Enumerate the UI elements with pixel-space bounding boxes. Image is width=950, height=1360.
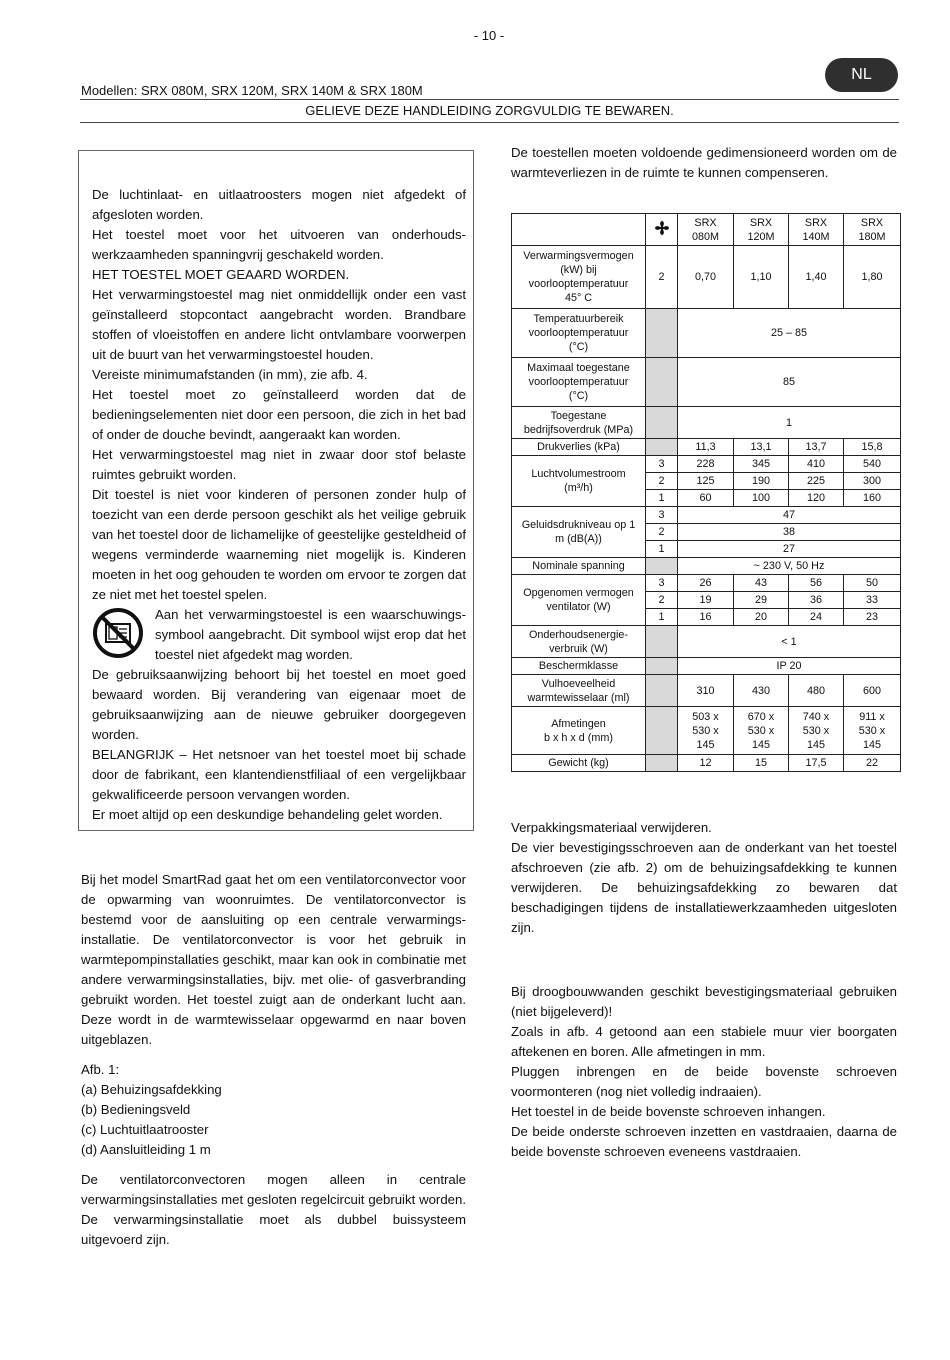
table-cell: 1,80 <box>844 246 901 309</box>
table-cell: 160 <box>844 490 901 507</box>
row-label: Afmetingen b x h x d (mm) <box>512 707 646 755</box>
table-row <box>512 755 901 772</box>
safety-paragraph: Er moet altijd op een deskundige behandeling gelet worden. <box>92 807 443 822</box>
table-cell: 23 <box>844 609 901 626</box>
speed-cell: 2 <box>646 524 678 541</box>
row-label: Toegestane bedrijfsoverdruk (MPa) <box>512 407 646 439</box>
table-cell: 50 <box>844 575 901 592</box>
table-cell: 100 <box>734 490 789 507</box>
table-row <box>512 407 901 439</box>
models-heading: Modellen: SRX 080M, SRX 120M, SRX 140M & SRX 180M <box>81 83 423 98</box>
mounting-section <box>511 982 897 1162</box>
warning-symbol-row <box>92 605 466 665</box>
model-header: SRX 080M <box>678 214 734 246</box>
figure-item: (c) Luchtuitlaatrooster <box>81 1122 209 1137</box>
table-cell: 540 <box>844 456 901 473</box>
table-cell: 600 <box>844 675 901 707</box>
speed-cell-empty <box>646 675 678 707</box>
row-label: Maximaal toegestane voorlooptemperatuur (°C) <box>512 358 646 407</box>
speed-cell-empty <box>646 309 678 358</box>
unpacking-line: De vier bevestigingsschroeven aan de onderkant van het toestel afschroeven (zie afb. 2) om de behuizingsafdekking te kunnen verwijderen. De behuizingsafdekking zo bewaren dat beschadigingen tijdens de installatiewerkzaamheden uitgesloten zijn. <box>511 840 897 935</box>
table-cell: 125 <box>678 473 734 490</box>
table-row <box>512 358 901 407</box>
header-divider <box>80 99 899 100</box>
language-badge: NL <box>825 58 898 92</box>
speed-cell: 3 <box>646 575 678 592</box>
table-cell: 13,1 <box>734 439 789 456</box>
speed-cell: 1 <box>646 609 678 626</box>
row-label: Gewicht (kg) <box>512 755 646 772</box>
table-cell: 911 x 530 x 145 <box>844 707 901 755</box>
table-cell: 12 <box>678 755 734 772</box>
table-cell: 36 <box>789 592 844 609</box>
table-row <box>512 558 901 575</box>
dimensioning-intro <box>511 143 897 183</box>
model-header: SRX 120M <box>734 214 789 246</box>
table-cell: 120 <box>789 490 844 507</box>
description-text: Bij het model SmartRad gaat het om een ventilatorconvector voor de opwarming van woonruimtes. De ventilatorconvector is bestemd voor de aansluiting op een centrale verwarmings-installatie. De ventilatorconvector is voor het gebruik in warmtepompinstallaties geschikt, maar kan ook in combinatie met andere verwarmingsinstallaties, bijv. met olie- of gasverbranding gebruikt worden. Het toestel zuigt aan de onderkant lucht aan. Deze wordt in de warmtewisselaar opgewarmd en naar boven uitgeblazen. <box>81 872 466 1047</box>
table-row <box>512 707 901 755</box>
device-description <box>81 870 466 1250</box>
speed-cell-empty <box>646 358 678 407</box>
speed-cell-empty <box>646 755 678 772</box>
table-cell: 15 <box>734 755 789 772</box>
table-cell: 29 <box>734 592 789 609</box>
model-header: SRX 140M <box>789 214 844 246</box>
table-row <box>512 439 901 456</box>
unpacking-section <box>511 818 897 938</box>
table-cell: < 1 <box>678 626 901 658</box>
table-cell: 25 – 85 <box>678 309 901 358</box>
table-cell-empty <box>512 214 646 246</box>
table-cell: 670 x 530 x 145 <box>734 707 789 755</box>
table-cell: 740 x 530 x 145 <box>789 707 844 755</box>
table-cell: 1,40 <box>789 246 844 309</box>
table-cell: 22 <box>844 755 901 772</box>
row-label: Vulhoeveelheid warmtewisselaar (ml) <box>512 675 646 707</box>
mounting-line: Zoals in afb. 4 getoond aan een stabiele muur vier boorgaten aftekenen en boren. Alle afmetingen in mm. <box>511 1024 897 1059</box>
safety-paragraph: Dit toestel is niet voor kinderen of personen zonder hulp of toezicht van een derde persoon geschikt als het veilige gebruik van het toestel door de lichamelijke of geestelijke gesteldheid of wegens verminderde waarneming niet mogelijk is. Kinderen moeten in het oog gehouden te worden om ervoor te zorgen dat ze niet met het toestel spelen. <box>92 487 466 602</box>
row-label: Beschermklasse <box>512 658 646 675</box>
table-row <box>512 575 901 592</box>
safety-paragraph: De gebruiksaanwijzing behoort bij het toestel en moet goed bewaard worden. Bij verandering van eigenaar moet de gebruiksaanwijzing aan de nieuwe gebruiker doorgegeven worden. <box>92 667 466 742</box>
table-row <box>512 675 901 707</box>
table-row <box>512 658 901 675</box>
table-cell: 480 <box>789 675 844 707</box>
speed-cell-empty <box>646 439 678 456</box>
table-cell: 20 <box>734 609 789 626</box>
table-cell: IP 20 <box>678 658 901 675</box>
table-cell: 1 <box>678 407 901 439</box>
mounting-line: De beide onderste schroeven inzetten en vastdraaien, daarna de beide bovenste schroeven eveneens vastdraaien. <box>511 1124 897 1159</box>
table-cell: 11,3 <box>678 439 734 456</box>
table-cell: 16 <box>678 609 734 626</box>
speed-cell-empty <box>646 626 678 658</box>
table-cell: 33 <box>844 592 901 609</box>
table-cell: 190 <box>734 473 789 490</box>
table-cell: 225 <box>789 473 844 490</box>
safety-paragraph: BELANGRIJK – Het netsnoer van het toestel moet bij schade door de fabrikant, een klantendienstfiliaal of een vergelijkbaar gekwalificeerde persoon vervangen worden. <box>92 747 466 802</box>
table-cell: 300 <box>844 473 901 490</box>
speed-cell-empty <box>646 707 678 755</box>
mounting-line: Bij droogbouwwanden geschikt bevestigingsmateriaal gebruiken (niet bijgeleverd)! <box>511 984 897 1019</box>
table-cell: 1,10 <box>734 246 789 309</box>
speed-cell: 1 <box>646 490 678 507</box>
keep-manual-notice: GELIEVE DEZE HANDLEIDING ZORGVULDIG TE BEWAREN. <box>305 103 674 118</box>
row-label: Nominale spanning <box>512 558 646 575</box>
table-cell: 38 <box>678 524 901 541</box>
safety-paragraph: Het toestel moet voor het uitvoeren van onderhouds-werkzaamheden spanningvrij geschakeld worden. <box>92 227 466 262</box>
table-cell: 60 <box>678 490 734 507</box>
table-cell: 13,7 <box>789 439 844 456</box>
safety-paragraph: Het verwarmingstoestel mag niet onmiddellijk onder een vast geïnstalleerd stopcontact aangebracht worden. Brandbare stoffen of vloeistoffen en andere licht ontvlambare voorwerpen uit de buurt van het verwarmingstoestel houden. <box>92 287 466 362</box>
table-row <box>512 214 901 246</box>
table-row <box>512 507 901 524</box>
figure-item: (b) Bedieningsveld <box>81 1102 191 1117</box>
fan-icon <box>654 220 670 236</box>
speed-cell: 1 <box>646 541 678 558</box>
do-not-cover-icon <box>92 607 144 659</box>
table-row <box>512 456 901 473</box>
table-cell-fan <box>646 214 678 246</box>
speed-cell: 2 <box>646 592 678 609</box>
table-row <box>512 246 901 309</box>
table-cell: 17,5 <box>789 755 844 772</box>
speed-cell-empty <box>646 558 678 575</box>
header-divider-bottom <box>80 122 899 123</box>
row-label: Luchtvolumestroom (m³/h) <box>512 456 646 507</box>
table-cell: ~ 230 V, 50 Hz <box>678 558 901 575</box>
page-number: - 10 - <box>473 28 505 43</box>
safety-instructions <box>92 185 466 825</box>
table-cell: 345 <box>734 456 789 473</box>
row-label: Drukverlies (kPa) <box>512 439 646 456</box>
table-cell: 503 x 530 x 145 <box>678 707 734 755</box>
safety-paragraph: HET TOESTEL MOET GEAARD WORDEN. <box>92 267 350 282</box>
table-cell: 19 <box>678 592 734 609</box>
table-cell: 410 <box>789 456 844 473</box>
speed-cell: 2 <box>646 473 678 490</box>
mounting-line: Het toestel in de beide bovenste schroeven inhangen. <box>511 1104 826 1119</box>
figure-item: (a) Behuizingsafdekking <box>81 1082 222 1097</box>
table-cell: 24 <box>789 609 844 626</box>
table-row <box>512 309 901 358</box>
table-row <box>512 626 901 658</box>
table-cell: 228 <box>678 456 734 473</box>
installation-note: De ventilatorconvectoren mogen alleen in centrale verwarmingsinstallaties met gesloten regelcircuit gebruikt worden. De verwarmingsinstallatie moet als dubbel buissysteem uitgevoerd zijn. <box>81 1172 466 1247</box>
figure-title: Afb. 1: <box>81 1062 120 1077</box>
speed-cell-empty <box>646 407 678 439</box>
speed-cell: 2 <box>646 246 678 309</box>
spec-table <box>511 213 901 772</box>
table-cell: 26 <box>678 575 734 592</box>
row-label: Opgenomen vermogen ventilator (W) <box>512 575 646 626</box>
table-cell: 430 <box>734 675 789 707</box>
table-cell: 47 <box>678 507 901 524</box>
warning-symbol-text: Aan het verwarmingstoestel is een waarschuwings-symbool aangebracht. Dit symbool wijst erop dat het toestel niet afgedekt mag worden. <box>155 607 466 662</box>
row-label: Temperatuurbereik voorlooptemperatuur (°C) <box>512 309 646 358</box>
mounting-line: Pluggen inbrengen en de beide bovenste schroeven voormonteren (nog niet volledig indraaien). <box>511 1064 897 1099</box>
table-cell: 27 <box>678 541 901 558</box>
model-header: SRX 180M <box>844 214 901 246</box>
row-label: Onderhoudsenergie- verbruik (W) <box>512 626 646 658</box>
figure-item: (d) Aansluitleiding 1 m <box>81 1142 211 1157</box>
row-label: Geluidsdrukniveau op 1 m (dB(A)) <box>512 507 646 558</box>
safety-paragraph: Vereiste minimumafstanden (in mm), zie afb. 4. <box>92 367 368 382</box>
table-cell: 0,70 <box>678 246 734 309</box>
table-cell: 310 <box>678 675 734 707</box>
safety-paragraph: Het verwarmingstoestel mag niet in zwaar door stof belaste ruimtes gebruikt worden. <box>92 447 466 482</box>
safety-paragraph: De luchtinlaat- en uitlaatroosters mogen niet afgedekt of afgesloten worden. <box>92 187 466 222</box>
dimensioning-text: De toestellen moeten voldoende gedimensioneerd worden om de warmteverliezen in de ruimte te kunnen compenseren. <box>511 145 897 180</box>
speed-cell: 3 <box>646 507 678 524</box>
speed-cell: 3 <box>646 456 678 473</box>
safety-paragraph: Het toestel moet zo geïnstalleerd worden dat de bedieningselementen niet door een persoon, die zich in het bad of onder de douche bevindt, aangeraakt kan worden. <box>92 387 466 442</box>
table-cell: 85 <box>678 358 901 407</box>
table-cell: 56 <box>789 575 844 592</box>
row-label: Verwarmingsvermogen (kW) bij voorlooptemperatuur 45° C <box>512 246 646 309</box>
table-cell: 43 <box>734 575 789 592</box>
table-cell: 15,8 <box>844 439 901 456</box>
speed-cell-empty <box>646 658 678 675</box>
unpacking-line: Verpakkingsmateriaal verwijderen. <box>511 820 712 835</box>
